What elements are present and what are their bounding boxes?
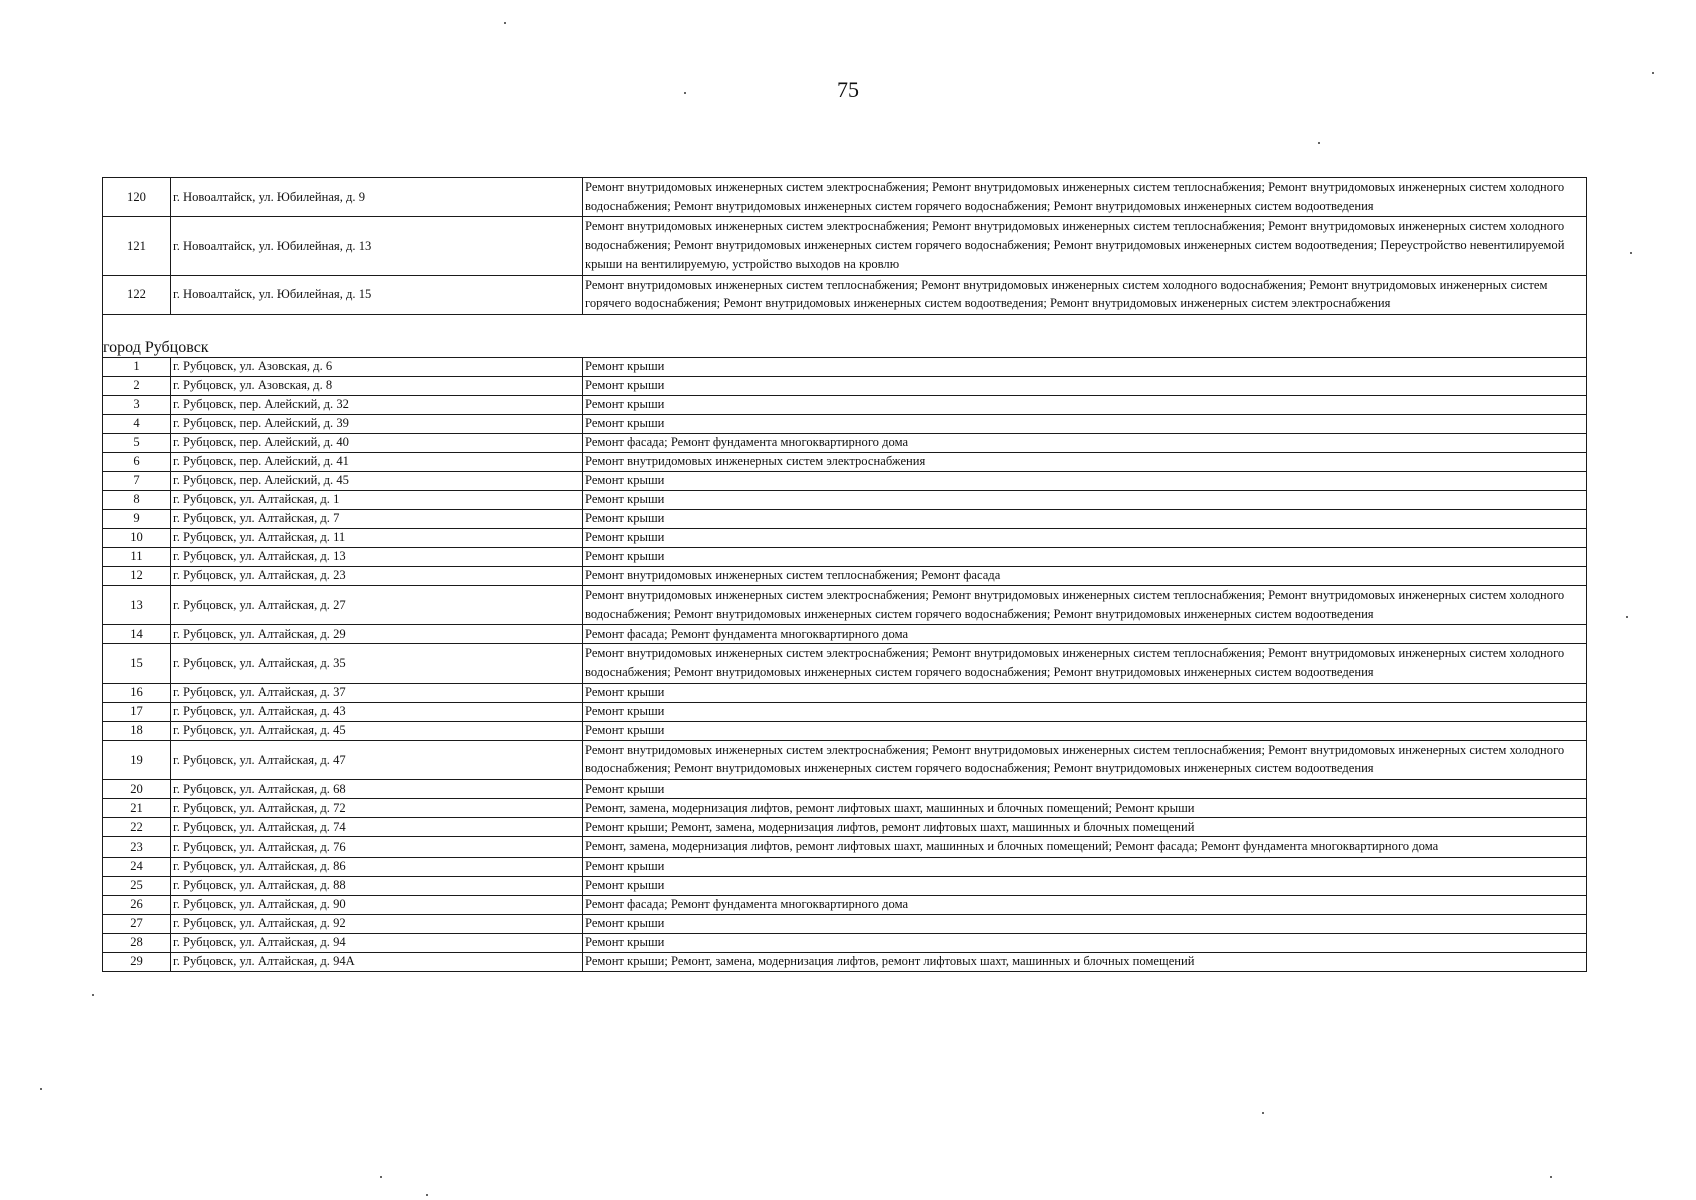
row-address: г. Рубцовск, ул. Алтайская, д. 37	[171, 683, 583, 702]
row-number: 25	[103, 876, 171, 895]
row-number: 18	[103, 721, 171, 740]
row-work-description: Ремонт внутридомовых инженерных систем электроснабжения	[583, 452, 1587, 471]
row-number: 2	[103, 376, 171, 395]
row-address: г. Новоалтайск, ул. Юбилейная, д. 9	[171, 178, 583, 217]
row-address: г. Рубцовск, ул. Алтайская, д. 27	[171, 585, 583, 624]
scan-speck	[1550, 1176, 1552, 1178]
row-number: 26	[103, 895, 171, 914]
row-work-description: Ремонт внутридомовых инженерных систем электроснабжения; Ремонт внутридомовых инженерных систем теплоснабжения; Ремонт внутридомовых инженерных систем холодного водоснабжения; Ремонт внутридомовых инженерных систем горячего водоснабжения; Ремонт внутридомовых инженерных систем водоотведения	[583, 740, 1587, 779]
table-row	[103, 818, 1587, 837]
table-row	[103, 547, 1587, 566]
table-row	[103, 780, 1587, 799]
row-address: г. Рубцовск, ул. Алтайская, д. 45	[171, 721, 583, 740]
row-number: 24	[103, 857, 171, 876]
table-row	[103, 528, 1587, 547]
table-row	[103, 721, 1587, 740]
row-address: г. Рубцовск, ул. Алтайская, д. 11	[171, 528, 583, 547]
row-number: 23	[103, 837, 171, 858]
row-number: 122	[103, 275, 171, 314]
row-address: г. Рубцовск, ул. Алтайская, д. 86	[171, 857, 583, 876]
row-address: г. Рубцовск, ул. Алтайская, д. 72	[171, 799, 583, 818]
table-row	[103, 585, 1587, 624]
row-address: г. Новоалтайск, ул. Юбилейная, д. 15	[171, 275, 583, 314]
table-row	[103, 433, 1587, 452]
row-number: 10	[103, 528, 171, 547]
row-number: 8	[103, 490, 171, 509]
row-address: г. Рубцовск, ул. Алтайская, д. 76	[171, 837, 583, 858]
row-address: г. Рубцовск, ул. Алтайская, д. 1	[171, 490, 583, 509]
scan-speck	[1318, 142, 1320, 144]
row-number: 16	[103, 683, 171, 702]
table-row	[103, 644, 1587, 683]
table-row	[103, 395, 1587, 414]
row-number: 19	[103, 740, 171, 779]
row-work-description: Ремонт крыши	[583, 528, 1587, 547]
page-number: 75	[837, 77, 859, 102]
row-address: г. Рубцовск, пер. Алейский, д. 40	[171, 433, 583, 452]
row-number: 7	[103, 471, 171, 490]
row-number: 11	[103, 547, 171, 566]
row-number: 121	[103, 217, 171, 275]
row-address: г. Рубцовск, пер. Алейский, д. 45	[171, 471, 583, 490]
table-row	[103, 683, 1587, 702]
table-row	[103, 876, 1587, 895]
row-address: г. Рубцовск, пер. Алейский, д. 39	[171, 414, 583, 433]
section-title: город Рубцовск	[103, 314, 1587, 357]
scan-speck	[1652, 72, 1654, 74]
row-work-description: Ремонт крыши	[583, 471, 1587, 490]
row-number: 14	[103, 625, 171, 644]
row-work-description: Ремонт крыши	[583, 857, 1587, 876]
table-row	[103, 357, 1587, 376]
scan-speck	[40, 1088, 42, 1090]
row-number: 4	[103, 414, 171, 433]
table-row	[103, 275, 1587, 314]
row-work-description: Ремонт внутридомовых инженерных систем электроснабжения; Ремонт внутридомовых инженерных систем теплоснабжения; Ремонт внутридомовых инженерных систем холодного водоснабжения; Ремонт внутридомовых инженерных систем горячего водоснабжения; Ремонт внутридомовых инженерных систем водоотведения	[583, 585, 1587, 624]
row-work-description: Ремонт фасада; Ремонт фундамента многоквартирного дома	[583, 433, 1587, 452]
table-row	[103, 857, 1587, 876]
row-number: 1	[103, 357, 171, 376]
row-number: 22	[103, 818, 171, 837]
repair-works-table	[102, 177, 1587, 972]
table-row	[103, 740, 1587, 779]
table-row	[103, 566, 1587, 585]
table-row	[103, 625, 1587, 644]
row-work-description: Ремонт крыши	[583, 780, 1587, 799]
table-row	[103, 376, 1587, 395]
row-number: 13	[103, 585, 171, 624]
row-work-description: Ремонт внутридомовых инженерных систем теплоснабжения; Ремонт внутридомовых инженерных систем холодного водоснабжения; Ремонт внутридомовых инженерных систем горячего водоснабжения; Ремонт внутридомовых инженерных систем водоотведения; Ремонт внутридомовых инженерных систем электроснабжения	[583, 275, 1587, 314]
table-row	[103, 414, 1587, 433]
table-row	[103, 799, 1587, 818]
row-number: 17	[103, 702, 171, 721]
rubtsovsk-rows	[103, 357, 1587, 971]
table-row	[103, 702, 1587, 721]
row-work-description: Ремонт крыши; Ремонт, замена, модернизация лифтов, ремонт лифтовых шахт, машинных и блочных помещений	[583, 818, 1587, 837]
row-address: г. Рубцовск, ул. Алтайская, д. 94А	[171, 952, 583, 971]
row-address: г. Рубцовск, ул. Алтайская, д. 68	[171, 780, 583, 799]
row-work-description: Ремонт крыши	[583, 721, 1587, 740]
row-address: г. Рубцовск, ул. Алтайская, д. 29	[171, 625, 583, 644]
row-number: 3	[103, 395, 171, 414]
row-work-description: Ремонт внутридомовых инженерных систем электроснабжения; Ремонт внутридомовых инженерных систем теплоснабжения; Ремонт внутридомовых инженерных систем холодного водоснабжения; Ремонт внутридомовых инженерных систем горячего водоснабжения; Ремонт внутридомовых инженерных систем водоотведения	[583, 178, 1587, 217]
row-number: 12	[103, 566, 171, 585]
row-work-description: Ремонт, замена, модернизация лифтов, ремонт лифтовых шахт, машинных и блочных помещений; Ремонт крыши	[583, 799, 1587, 818]
row-work-description: Ремонт внутридомовых инженерных систем электроснабжения; Ремонт внутридомовых инженерных систем теплоснабжения; Ремонт внутридомовых инженерных систем холодного водоснабжения; Ремонт внутридомовых инженерных систем горячего водоснабжения; Ремонт внутридомовых инженерных систем водоотведения	[583, 644, 1587, 683]
row-work-description: Ремонт крыши	[583, 933, 1587, 952]
table-row	[103, 452, 1587, 471]
row-address: г. Рубцовск, ул. Алтайская, д. 43	[171, 702, 583, 721]
row-work-description: Ремонт крыши	[583, 914, 1587, 933]
row-work-description: Ремонт крыши	[583, 683, 1587, 702]
row-work-description: Ремонт внутридомовых инженерных систем теплоснабжения; Ремонт фасада	[583, 566, 1587, 585]
row-address: г. Рубцовск, ул. Алтайская, д. 94	[171, 933, 583, 952]
table-row	[103, 490, 1587, 509]
row-work-description: Ремонт внутридомовых инженерных систем электроснабжения; Ремонт внутридомовых инженерных систем теплоснабжения; Ремонт внутридомовых инженерных систем холодного водоснабжения; Ремонт внутридомовых инженерных систем горячего водоснабжения; Ремонт внутридомовых инженерных систем водоотведения; Переустройство невентилируемой крыши на вентилируемую, устройство выходов на кровлю	[583, 217, 1587, 275]
scan-speck	[1626, 616, 1628, 618]
row-number: 120	[103, 178, 171, 217]
row-address: г. Новоалтайск, ул. Юбилейная, д. 13	[171, 217, 583, 275]
row-number: 15	[103, 644, 171, 683]
row-number: 9	[103, 509, 171, 528]
row-work-description: Ремонт фасада; Ремонт фундамента многоквартирного дома	[583, 625, 1587, 644]
row-address: г. Рубцовск, ул. Алтайская, д. 7	[171, 509, 583, 528]
row-address: г. Рубцовск, ул. Азовская, д. 6	[171, 357, 583, 376]
scan-speck	[380, 1176, 382, 1178]
row-work-description: Ремонт фасада; Ремонт фундамента многоквартирного дома	[583, 895, 1587, 914]
scan-speck	[1262, 1112, 1264, 1114]
row-number: 5	[103, 433, 171, 452]
row-address: г. Рубцовск, ул. Азовская, д. 8	[171, 376, 583, 395]
table-row	[103, 895, 1587, 914]
row-address: г. Рубцовск, ул. Алтайская, д. 88	[171, 876, 583, 895]
table-row	[103, 952, 1587, 971]
row-number: 6	[103, 452, 171, 471]
row-address: г. Рубцовск, ул. Алтайская, д. 35	[171, 644, 583, 683]
row-address: г. Рубцовск, пер. Алейский, д. 41	[171, 452, 583, 471]
upper-rows	[103, 178, 1587, 315]
table-row	[103, 837, 1587, 858]
scan-speck	[92, 994, 94, 996]
row-work-description: Ремонт, замена, модернизация лифтов, ремонт лифтовых шахт, машинных и блочных помещений; Ремонт фасада; Ремонт фундамента многоквартирного дома	[583, 837, 1587, 858]
row-work-description: Ремонт крыши	[583, 876, 1587, 895]
row-number: 27	[103, 914, 171, 933]
table-row	[103, 914, 1587, 933]
scan-speck	[504, 22, 506, 24]
section-header	[103, 314, 1587, 357]
section-title-row	[103, 314, 1587, 357]
row-address: г. Рубцовск, ул. Алтайская, д. 74	[171, 818, 583, 837]
row-work-description: Ремонт крыши	[583, 490, 1587, 509]
row-work-description: Ремонт крыши	[583, 509, 1587, 528]
row-address: г. Рубцовск, ул. Алтайская, д. 90	[171, 895, 583, 914]
row-number: 28	[103, 933, 171, 952]
row-number: 29	[103, 952, 171, 971]
row-work-description: Ремонт крыши	[583, 414, 1587, 433]
table-row	[103, 178, 1587, 217]
table-row	[103, 933, 1587, 952]
scan-speck	[1630, 252, 1632, 254]
row-address: г. Рубцовск, ул. Алтайская, д. 47	[171, 740, 583, 779]
scan-speck	[426, 1194, 428, 1196]
row-address: г. Рубцовск, пер. Алейский, д. 32	[171, 395, 583, 414]
row-work-description: Ремонт крыши	[583, 357, 1587, 376]
scan-speck	[684, 92, 686, 94]
row-number: 21	[103, 799, 171, 818]
row-work-description: Ремонт крыши	[583, 702, 1587, 721]
row-address: г. Рубцовск, ул. Алтайская, д. 13	[171, 547, 583, 566]
row-work-description: Ремонт крыши	[583, 376, 1587, 395]
row-work-description: Ремонт крыши	[583, 547, 1587, 566]
row-work-description: Ремонт крыши	[583, 395, 1587, 414]
row-number: 20	[103, 780, 171, 799]
row-address: г. Рубцовск, ул. Алтайская, д. 92	[171, 914, 583, 933]
row-address: г. Рубцовск, ул. Алтайская, д. 23	[171, 566, 583, 585]
table-row	[103, 217, 1587, 275]
row-work-description: Ремонт крыши; Ремонт, замена, модернизация лифтов, ремонт лифтовых шахт, машинных и блочных помещений	[583, 952, 1587, 971]
table-row	[103, 471, 1587, 490]
table-row	[103, 509, 1587, 528]
